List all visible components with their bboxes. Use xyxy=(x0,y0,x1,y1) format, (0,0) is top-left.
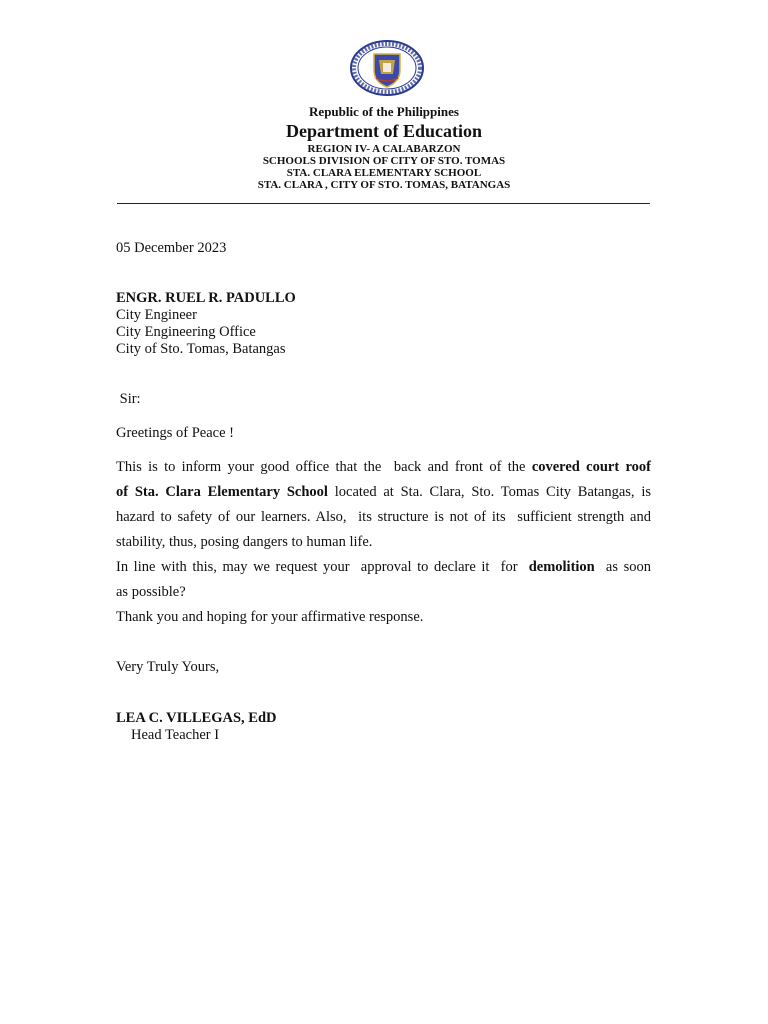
header-republic: Republic of the Philippines xyxy=(309,104,459,119)
recipient-address: City of Sto. Tomas, Batangas xyxy=(116,341,286,357)
body-line-5 xyxy=(116,559,651,576)
recipient-title: City Engineer xyxy=(116,307,197,323)
letter-date: 05 December 2023 xyxy=(116,240,227,256)
body-line-6: as possible? xyxy=(116,584,186,600)
closing: Very Truly Yours, xyxy=(116,659,220,675)
body-emphasis-school-name: of Sta. Clara Elementary School xyxy=(116,484,328,500)
header-region: REGION IV- A CALABARZON xyxy=(307,143,461,155)
signatory-name: LEA C. VILLEGAS, EdD xyxy=(116,710,277,726)
recipient-office: City Engineering Office xyxy=(116,324,256,340)
greeting: Greetings of Peace ! xyxy=(116,425,234,441)
salutation: Sir: xyxy=(116,391,141,407)
body-line-5-text: In line with this, may we request your approval to declare it for xyxy=(116,559,529,575)
signatory-position: Head Teacher I xyxy=(131,727,220,743)
body-line-3 xyxy=(116,509,651,526)
body-line-2 xyxy=(116,484,651,501)
body-emphasis-covered-court-roof: covered court roof xyxy=(531,459,652,475)
header-department: Department of Education xyxy=(286,121,482,141)
body-line-1-text: This is to inform your good office that the back and front of the xyxy=(116,459,532,475)
body-line-2-text: located at Sta. Clara, Sto. Tomas City Batangas, is xyxy=(327,484,651,500)
body-emphasis-demolition: demolition xyxy=(528,559,595,575)
header-division: SCHOOLS DIVISION OF CITY OF STO. TOMAS xyxy=(262,155,506,167)
header-address: STA. CLARA , CITY OF STO. TOMAS, BATANGAS xyxy=(257,179,511,191)
header-school: STA. CLARA ELEMENTARY SCHOOL xyxy=(286,167,482,179)
deped-seal-logo xyxy=(349,40,425,96)
body-line-3-text: hazard to safety of our learners. Also, its structure is not of its sufficient strength and xyxy=(116,509,651,525)
header-divider xyxy=(117,203,650,204)
body-line-5-tail: as soon xyxy=(594,559,651,575)
recipient-name: ENGR. RUEL R. PADULLO xyxy=(116,290,296,306)
body-line-7: Thank you and hoping for your affirmative response. xyxy=(116,609,424,625)
body-line-4: stability, thus, posing dangers to human life. xyxy=(116,534,373,550)
body-line-1 xyxy=(116,459,651,476)
